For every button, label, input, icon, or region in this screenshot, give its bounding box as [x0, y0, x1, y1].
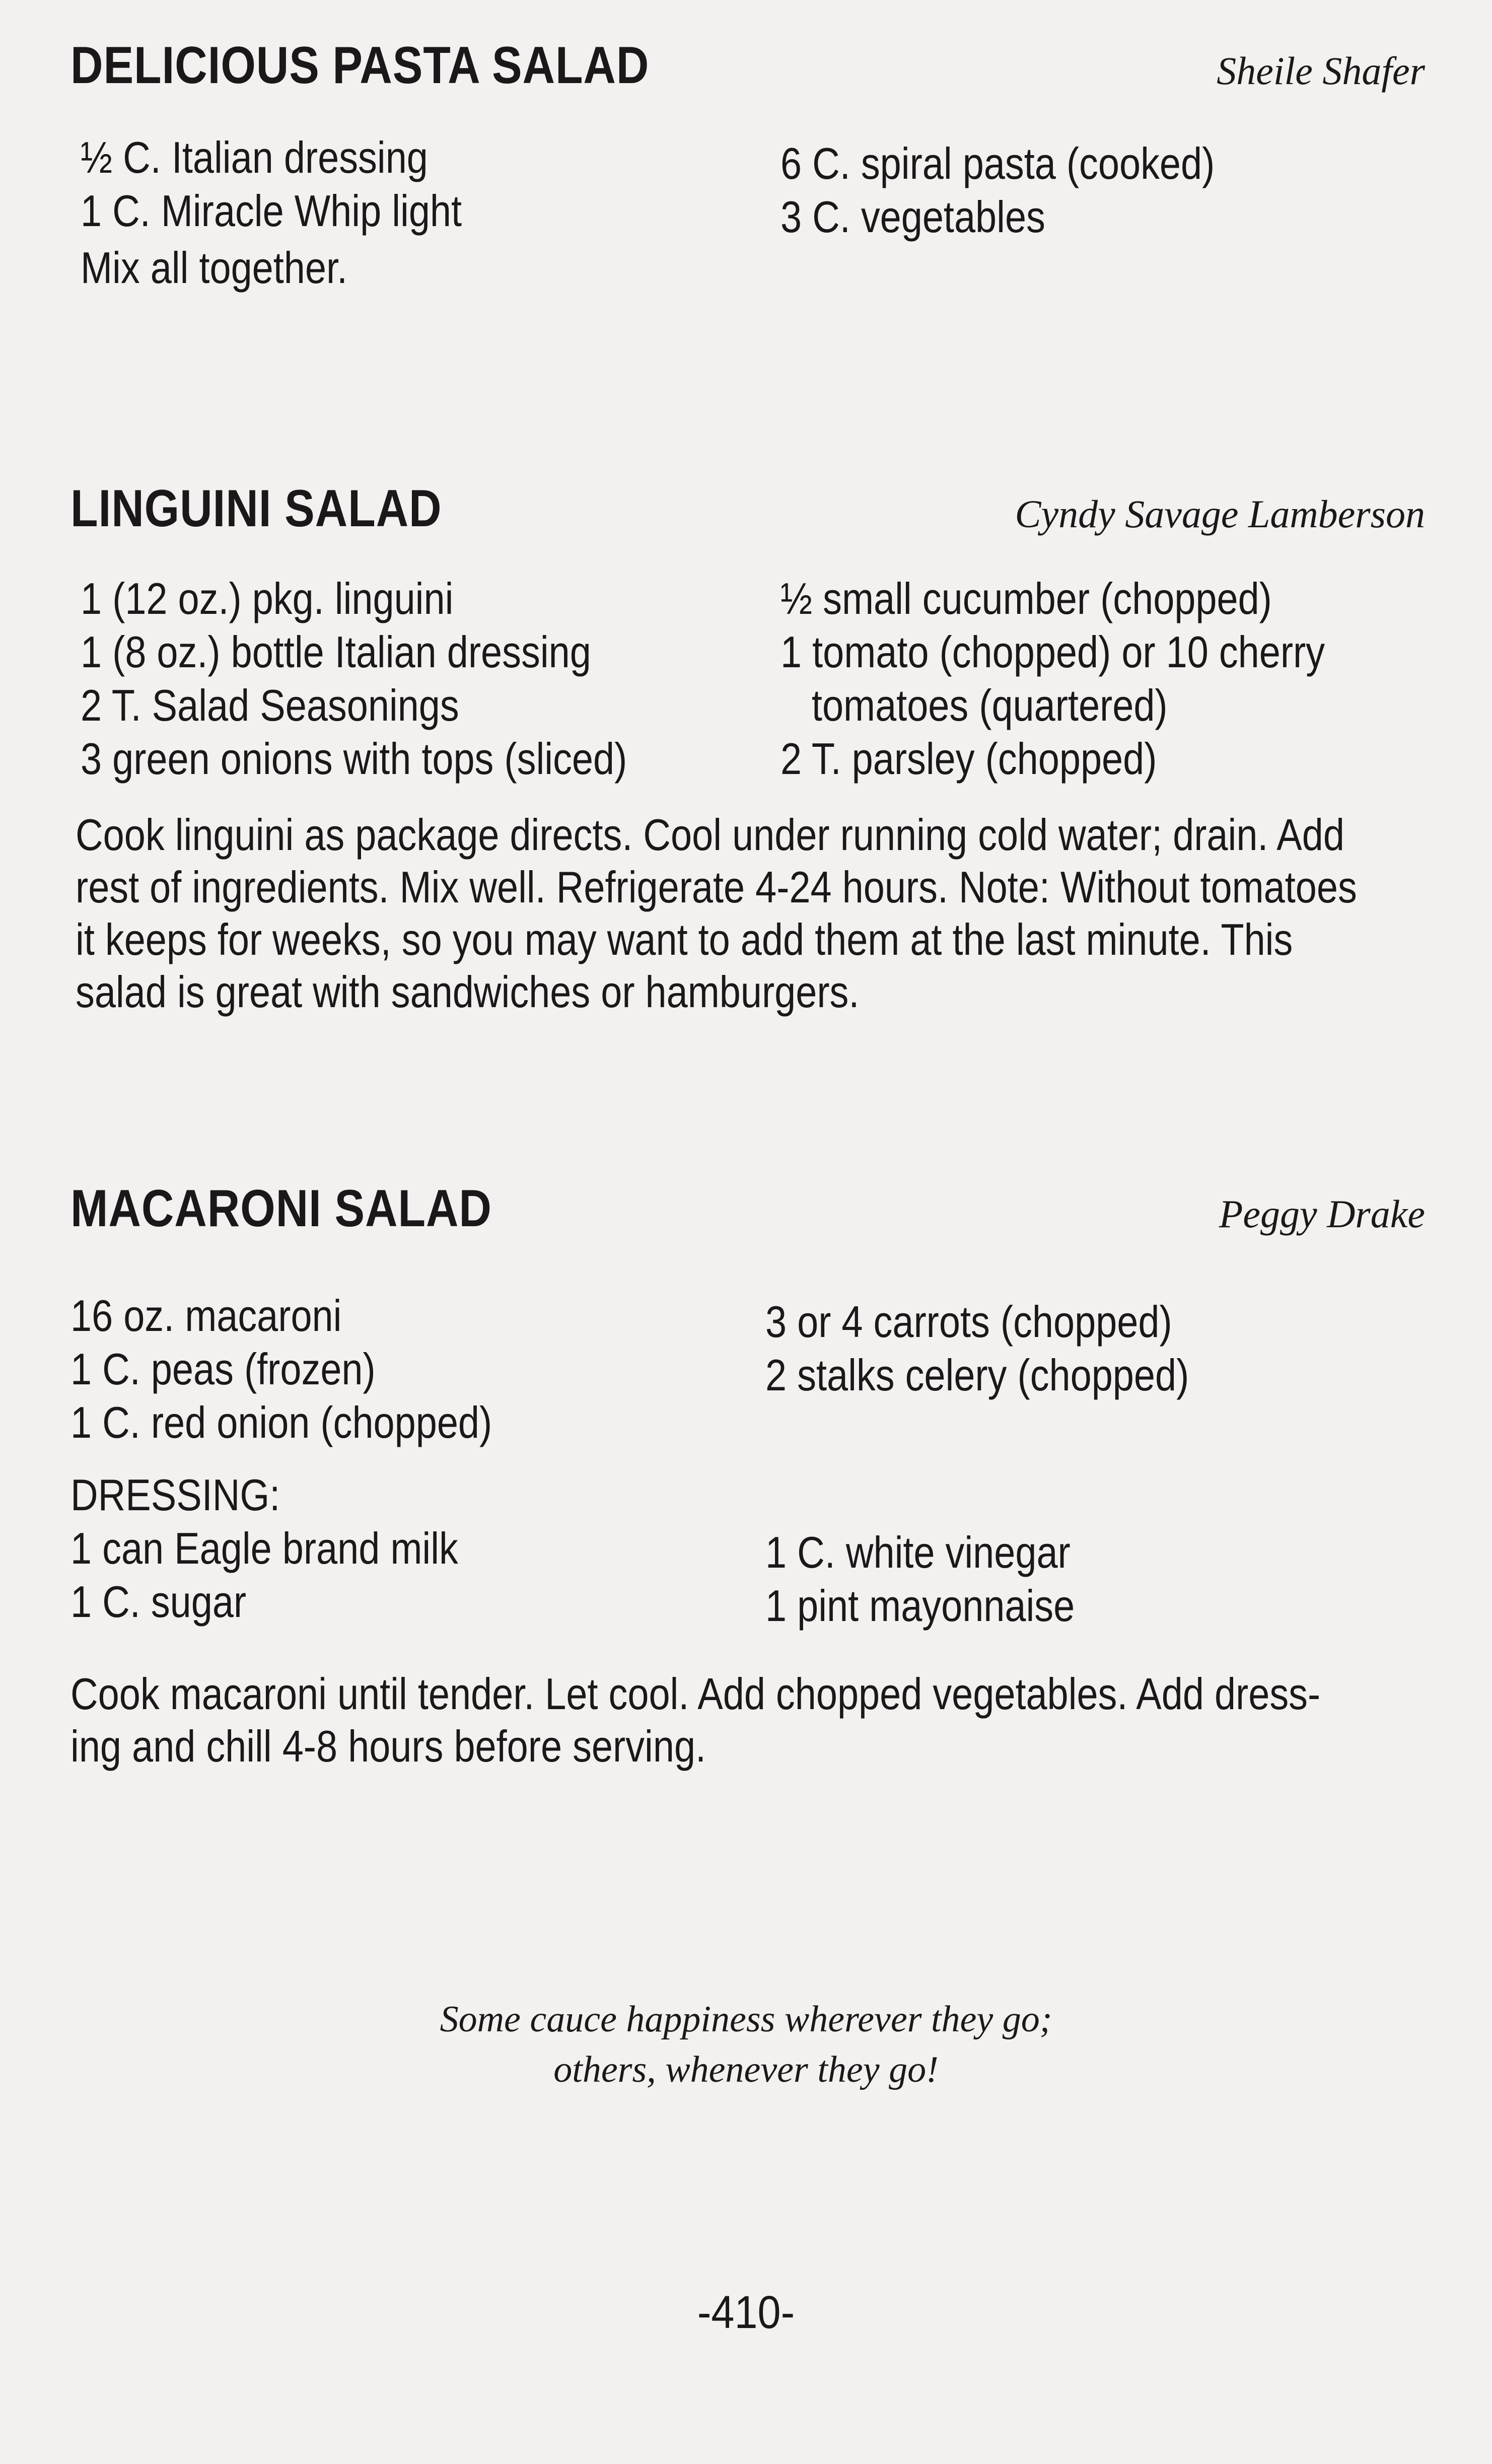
recipe-title: DELICIOUS PASTA SALAD [70, 36, 650, 95]
closing-quote: Some cauce happiness wherever they go; others, whenever they go! [440, 1999, 1052, 2090]
ingredients-left [70, 1289, 561, 1449]
ingredient: 3 green onions with tops (sliced) [81, 734, 627, 784]
ingredient: 16 oz. macaroni [70, 1291, 342, 1341]
ingredient: 1 can Eagle brand milk [70, 1523, 458, 1573]
ingredient: 2 T. Salad Seasonings [81, 680, 459, 730]
recipe-instructions: Cook macaroni until tender. Let cool. Add chopped vegetables. Add dress- ing and chill 4-8 hours before serving. [70, 1669, 1321, 1771]
ingredient: 3 C. vegetables [780, 192, 1045, 242]
recipe-delicious-pasta-salad [70, 30, 1425, 294]
ingredients-left [81, 131, 524, 238]
recipe-author: Sheile Shafer [1217, 49, 1425, 93]
ingredient: 1 C. sugar [70, 1577, 247, 1627]
page-number: -410- [697, 2287, 795, 2338]
ingredient: 1 C. Miracle Whip light [81, 186, 462, 236]
ingredient: 1 tomato (chopped) or 10 cherry [780, 627, 1325, 677]
recipe-instructions: Mix all together. [81, 243, 348, 293]
ingredient: 1 (12 oz.) pkg. linguini [81, 574, 454, 623]
dressing-label: DRESSING: [70, 1470, 280, 1520]
recipe-title: LINGUINI SALAD [70, 479, 442, 538]
recipe-author: Peggy Drake [1219, 1192, 1425, 1236]
ingredients-left [81, 572, 716, 786]
recipe-instructions: Cook linguini as package directs. Cool under running cold water; drain. Add rest of ingredients. Mix well. Refrigerate 4-24 hours. Note: Without tomatoes it keeps for weeks, so you may want to add them at the last minute. This salad is great with sandwiches or hamburgers. [76, 810, 1357, 1017]
ingredient-continued: tomatoes (quartered) [811, 680, 1168, 730]
recipe-macaroni-salad [70, 1173, 1425, 1773]
ingredient: 1 (8 oz.) bottle Italian dressing [81, 627, 591, 677]
ingredient: 2 T. parsley (chopped) [780, 734, 1157, 784]
recipe-author: Cyndy Savage Lamberson [1015, 492, 1425, 536]
recipe-title: MACARONI SALAD [70, 1179, 492, 1238]
ingredient: 3 or 4 carrots (chopped) [765, 1297, 1172, 1347]
ingredient: 1 C. red onion (chopped) [70, 1397, 492, 1447]
ingredient: ½ small cucumber (chopped) [780, 574, 1272, 623]
ingredient: 1 C. white vinegar [765, 1527, 1071, 1577]
recipe-linguini-salad [70, 473, 1425, 1018]
ingredient: 2 stalks celery (chopped) [765, 1350, 1189, 1400]
ingredient: 1 pint mayonnaise [765, 1581, 1075, 1631]
dressing-left [70, 1522, 521, 1629]
ingredients-right [765, 1295, 1258, 1402]
ingredient: 6 C. spiral pasta (cooked) [780, 138, 1215, 188]
ingredients-right [780, 137, 1286, 244]
ingredients-right [780, 572, 1413, 786]
ingredient: ½ C. Italian dressing [81, 132, 428, 182]
ingredient: 1 C. peas (frozen) [70, 1344, 376, 1394]
dressing-right [765, 1526, 1125, 1633]
